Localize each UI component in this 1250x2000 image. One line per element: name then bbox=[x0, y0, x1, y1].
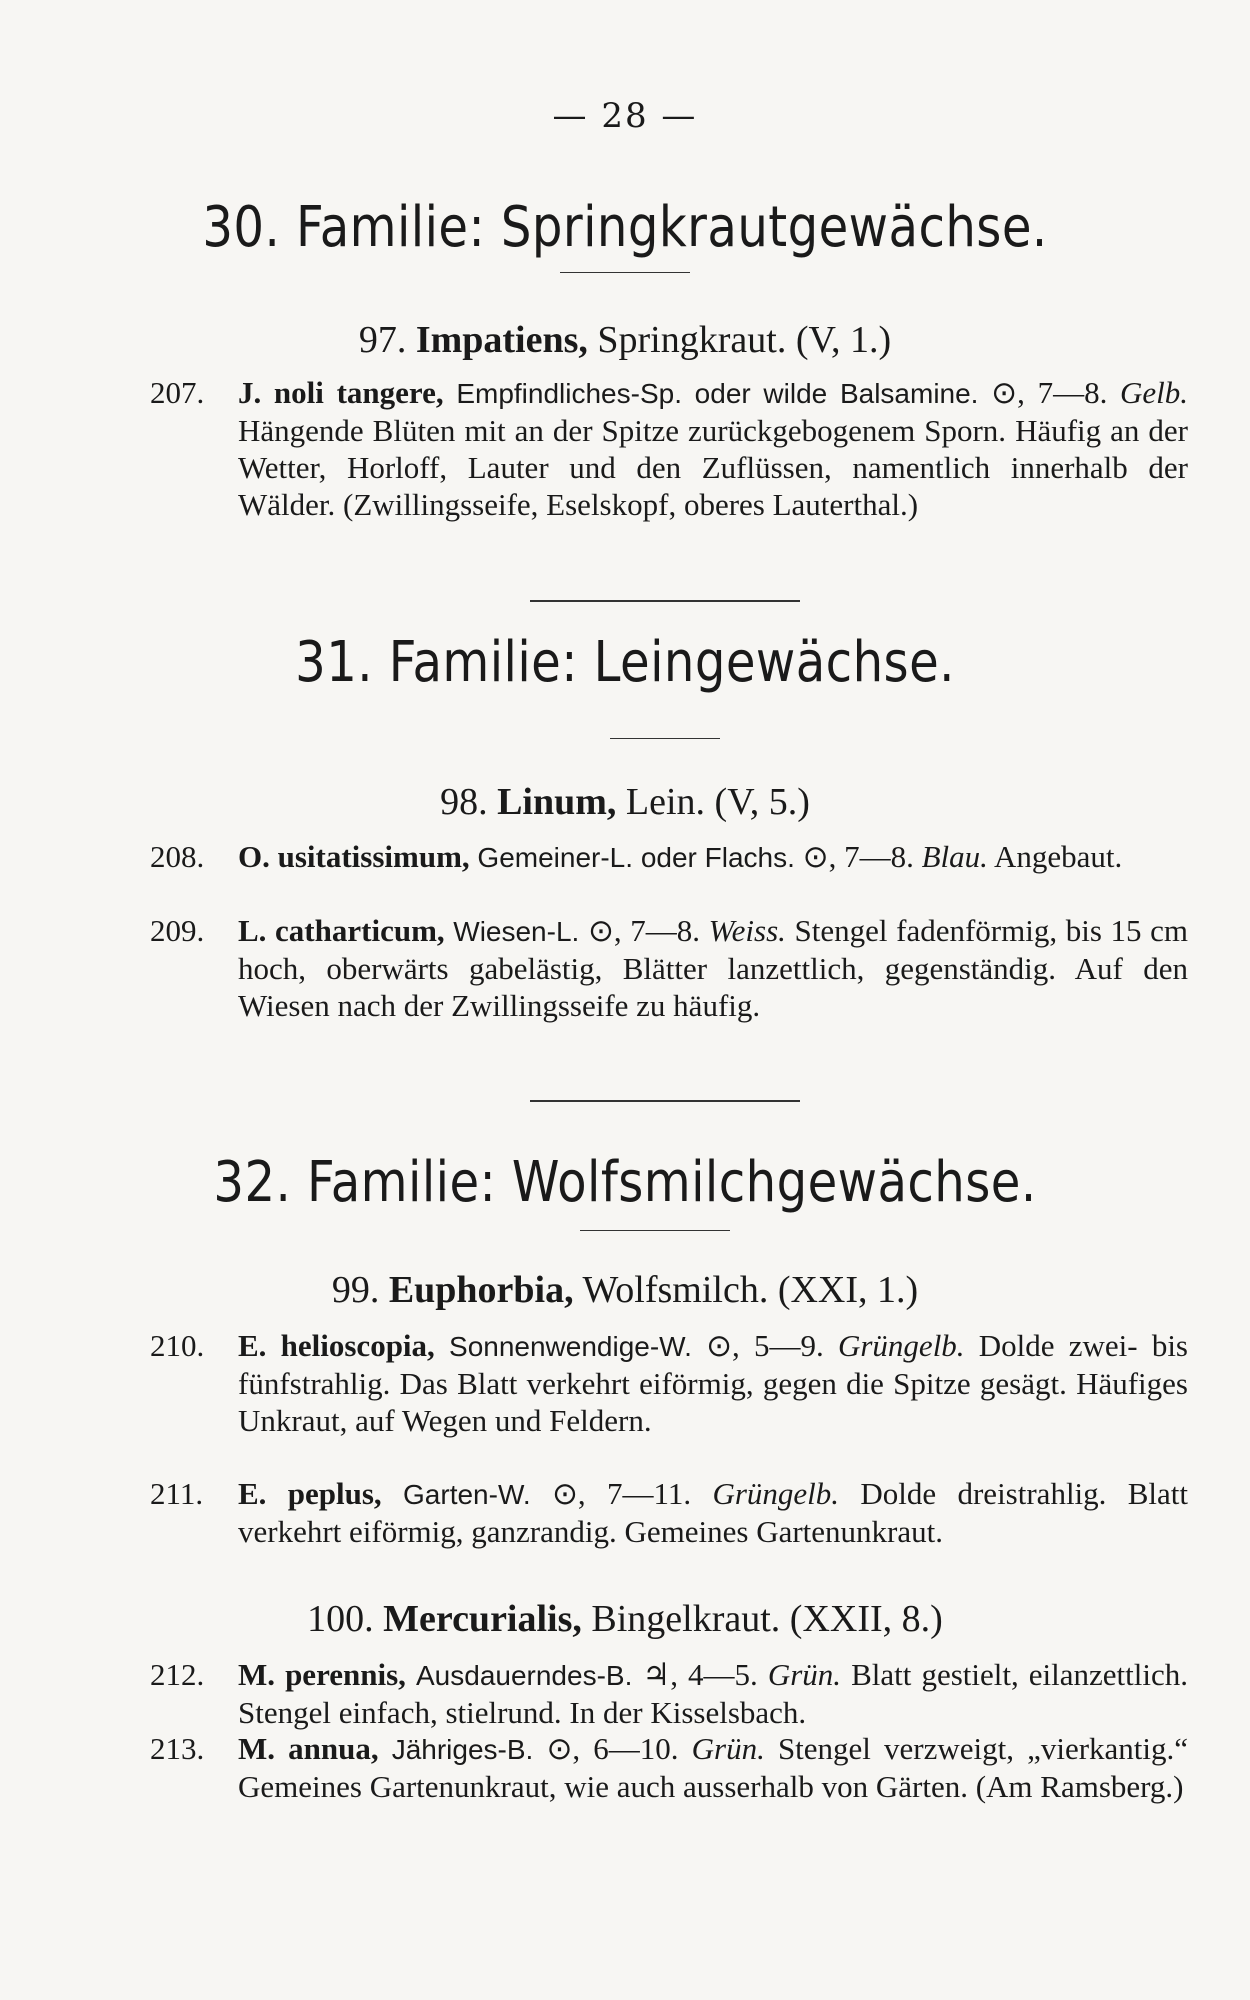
genus-heading-97: 97. Impatiens, Springkraut. (V, 1.) bbox=[358, 319, 892, 361]
species-entry-207 bbox=[150, 374, 1190, 564]
lifecycle-symbol: ⊙, 5—9. bbox=[706, 1328, 824, 1363]
family-heading-32: 32. Familie: Wolfsmilchgewächse. bbox=[213, 1150, 1037, 1215]
common-name: Wiesen-L. bbox=[453, 916, 580, 947]
genus-name: Mercurialis, bbox=[383, 1598, 582, 1640]
entry-number: 209. bbox=[150, 913, 205, 948]
entry-number: 213. bbox=[150, 1731, 205, 1766]
page-number: — 28 — bbox=[552, 96, 698, 136]
genus-common: Wolfsmilch. (XXI, 1.) bbox=[582, 1269, 919, 1311]
divider bbox=[530, 1100, 800, 1102]
species-name: J. noli tangere, bbox=[238, 375, 444, 410]
species-name: O. usitatissimum, bbox=[238, 839, 470, 874]
flower-color: Grüngelb. bbox=[837, 1328, 965, 1363]
divider bbox=[580, 1230, 730, 1231]
species-name: E. helioscopia, bbox=[238, 1328, 435, 1363]
species-entry-213 bbox=[150, 1730, 1190, 1842]
divider bbox=[560, 272, 690, 273]
species-entry-208 bbox=[150, 838, 1190, 912]
genus-name: Impatiens, bbox=[415, 319, 588, 361]
flower-color: Grün. bbox=[691, 1731, 765, 1766]
family-heading-31: 31. Familie: Leingewächse. bbox=[295, 630, 955, 695]
genus-name: Euphorbia, bbox=[388, 1269, 574, 1311]
lifecycle-symbol: ⊙, 6—10. bbox=[546, 1731, 679, 1766]
common-name: Jähriges-B. bbox=[391, 1734, 534, 1765]
species-name: M. annua, bbox=[238, 1731, 379, 1766]
genus-heading-98: 98. Linum, Lein. (V, 5.) bbox=[440, 781, 810, 823]
common-name: Empfindliches-Sp. oder wilde Balsamine. bbox=[456, 378, 979, 409]
flower-color: Weiss. bbox=[708, 913, 786, 948]
lifecycle-symbol: ⊙, 7—8. bbox=[991, 375, 1108, 410]
lifecycle-symbol: ⊙, 7—8. bbox=[802, 839, 914, 874]
entry-text bbox=[238, 912, 1188, 1024]
entry-text bbox=[238, 374, 1188, 523]
common-name: Sonnenwendige-W. bbox=[449, 1331, 692, 1362]
entry-number: 210. bbox=[150, 1328, 205, 1363]
entry-number: 207. bbox=[150, 375, 205, 410]
species-entry-212 bbox=[150, 1656, 1190, 1730]
description: Stengel verzweigt, „vierkantig.“ Gemeines Gartenunkraut, wie auch ausserhalb von Gärten. (Am Ramsberg.) bbox=[238, 1731, 1189, 1804]
species-name: E. peplus, bbox=[238, 1476, 382, 1511]
flower-color: Gelb. bbox=[1120, 375, 1189, 410]
entry-text bbox=[238, 1656, 1188, 1731]
entry-text bbox=[238, 1730, 1188, 1805]
common-name: Garten-W. bbox=[403, 1479, 531, 1510]
genus-heading-100: 100. Mercurialis, Bingelkraut. (XXII, 8.) bbox=[307, 1598, 943, 1640]
description: Dolde zwei- bis fünfstrahlig. Das Blatt verkehrt eiförmig, gegen die Spitze gesägt. Häufiges Unkraut, auf Wegen und Feldern. bbox=[238, 1328, 1188, 1438]
entry-number: 212. bbox=[150, 1657, 205, 1692]
genus-common: Lein. (V, 5.) bbox=[625, 781, 810, 823]
species-entry-210 bbox=[150, 1327, 1190, 1477]
genus-common: Bingelkraut. (XXII, 8.) bbox=[591, 1598, 943, 1640]
entry-number: 211. bbox=[150, 1476, 204, 1511]
description: Blatt gestielt, eilanzettlich. Stengel einfach, stielrund. In der Kisselsbach. bbox=[238, 1657, 1189, 1730]
divider bbox=[610, 738, 720, 739]
description: Hängende Blüten mit an der Spitze zurückgebogenem Sporn. Häufig an der Wetter, Horloff, Lauter und den Zuflüssen, namentlich innerhalb der Wälder. (Zwillingsseife, Eselskopf, oberes Lauterthal.) bbox=[238, 413, 1188, 522]
species-entry-211 bbox=[150, 1475, 1190, 1587]
species-entry-209 bbox=[150, 912, 1190, 1062]
description: Stengel fadenförmig, bis 15 cm hoch, oberwärts gabelästig, Blätter lanzettlich, gegenständig. Auf den Wiesen nach der Zwillingsseife zu häufig. bbox=[238, 913, 1189, 1023]
lifecycle-symbol: ⊙, 7—8. bbox=[587, 913, 701, 948]
lifecycle-symbol: ♃, 4—5. bbox=[642, 1657, 758, 1692]
genus-common: Springkraut. (V, 1.) bbox=[597, 319, 892, 361]
family-heading-30: 30. Familie: Springkrautgewächse. bbox=[202, 195, 1048, 260]
species-name: L. catharticum, bbox=[238, 913, 445, 948]
flower-color: Grüngelb. bbox=[712, 1476, 840, 1511]
entry-text bbox=[238, 838, 1188, 876]
lifecycle-symbol: ⊙, 7—11. bbox=[551, 1476, 692, 1511]
entry-text bbox=[238, 1327, 1188, 1439]
divider bbox=[530, 600, 800, 602]
flower-color: Blau. bbox=[921, 839, 988, 874]
description: Angebaut. bbox=[993, 839, 1123, 874]
common-name: Ausdauerndes-B. bbox=[416, 1660, 633, 1691]
description: Dolde dreistrahlig. Blatt verkehrt eiförmig, ganzrandig. Gemeines Gartenunkraut. bbox=[238, 1476, 1189, 1549]
genus-heading-99: 99. Euphorbia, Wolfsmilch. (XXI, 1.) bbox=[331, 1269, 919, 1311]
entry-text bbox=[238, 1475, 1188, 1550]
common-name: Gemeiner-L. oder Flachs. bbox=[477, 842, 795, 873]
genus-name: Linum, bbox=[497, 781, 617, 823]
entry-number: 208. bbox=[150, 839, 205, 874]
flower-color: Grün. bbox=[767, 1657, 842, 1692]
species-name: M. perennis, bbox=[238, 1657, 406, 1692]
